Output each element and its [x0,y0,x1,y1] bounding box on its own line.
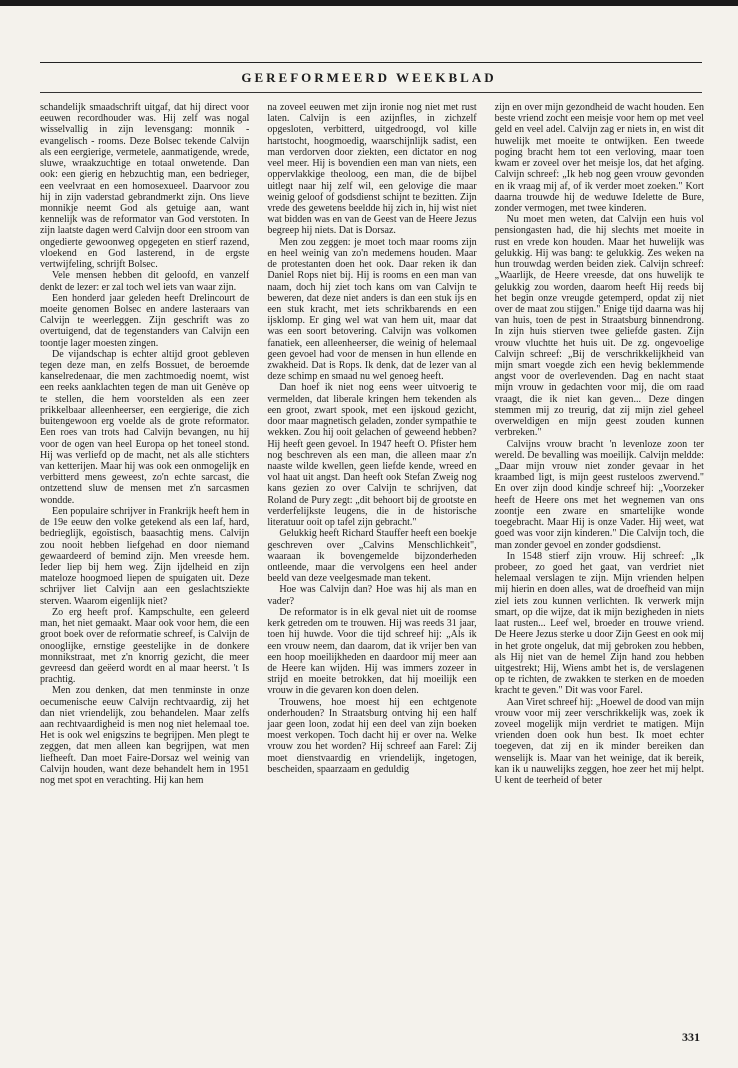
header-rule-bottom [40,92,702,93]
paragraph: Een honderd jaar geleden heeft Drelincourt de moeite genomen Bolsec en andere lasteraars van Calvijn te weerleggen. Zijn geschrift was zo overtuigend, dat de tegenstanders van Calvijn een toontje lager moesten zingen. [40,292,250,349]
paragraph: Men zou denken, dat men tenminste in onze oecumenische eeuw Calvijn rechtvaardig, zij het dan niet vriendelijk, zou behandelen. Maar zelfs aan rechtvaardigheid is men nog niet helemaal toe. Het is ook wel enigszins te begrijpen. Men plegt te zeggen, dat men alleen kan begrijpen, wat men liefheeft. Dan moet Faire-Dorsaz wel weinig van Calvijn houden, want deze behandelt hem in 1951 nog met spot en verachting. Hij kan hem [40,685,250,787]
running-header: GEREFORMEERD WEEKBLAD [241,70,497,85]
paragraph: zijn en over mijn gezondheid de wacht houden. Een beste vriend zocht een meisje voor hem op met veel geld en veel adel. Calvijn zag er niets in, en wist dit huwelijk met moeite te ontwijken. Een tweede poging bracht hem tot een verloving, maar toen kwam er zoveel over het meisje los, dat het afging. Calvijn schreef: „Ik heb nog geen vrouw gevonden en ik vraag mij af, of ik verder moet zoeken." Kort daarna trouwde hij de weduwe Idelette de Bure, zonder vermogen, met twee kinderen. [494,102,704,214]
paragraph: De vijandschap is echter altijd groot gebleven tegen deze man, en zelfs Bossuet, de beroemde kanselredenaar, die men zachtmoedig noemt, wist een reeks aanklachten tegen de man uit Genève op te stellen, die hem voorstelden als een zeer prikkelbaar alleenheerser, een eergierige, die zich buitengewoon erg voelde als de grote reformator. Een roes van trots had Calvijn bevangen, nu hij voor de ogen van heel Europa op het toneel stond. Hij was verliefd op de macht, net als alle stichters van ketterijen. Maar hij was ook een onmogelijk en verbitterd mens geweest, zo'n echte sarcast, die ontzettend sluw de mensen met z'n sarcasmen wondde. [40,348,250,506]
column-3 [495,102,704,1032]
paragraph: Aan Viret schreef hij: „Hoewel de dood van mijn vrouw voor mij zeer verschrikkelijk was, zoek ik zoveel mogelijk mijn verdriet te matigen. Mijn vrienden doen ook hun best. Ik moet echter toegeven, dat zij en ik minder bereiken dan wenselijk is. Maar van het weinige, dat ik bereik, kan ik u nauwelijks zeggen, hoe zeer het mij helpt. U kent de teerheid of beter [494,696,704,787]
paragraph: Zo erg heeft prof. Kampschulte, een geleerd man, het niet gemaakt. Maar ook voor hem, die een groot boek over de reformatie schreef, is Calvijn de onooglijke, ernstige geestelijke in de donkere monnikstraat, met z'n knorrig gezicht, die meer gevreesd dan geëerd wordt en al maar heerst. 't Is prachtig. [40,606,250,686]
paragraph: Gelukkig heeft Richard Stauffer heeft een boekje geschreven over „Calvins Menschlichkeit", waaraan ik bovengemelde bijzonderheden ontleende, maar die vervolgens een heel ander beeld van deze veelgesmade man tekent. [267,528,477,585]
paragraph: na zoveel eeuwen met zijn ironie nog niet met rust laten. Calvijn is een azijnfles, in zichzelf opgesloten, verbitterd, uitgedroogd, vol kille hartstocht, hoogmoedig, waarschijnlijk sadist, een man verdorven door ziekten, een dictator en nog veel meer. Hij is bovendien een man van niets, een oppervlakkige theoloog, een man, die de bijbel uitlegt naar hij zelf wil, een gelovige die maar weinig geloof of godsdienst schijnt te bezitten. Zijn vrede des gewetens beeldde hij zich in, hij wist niet wat bidden was en van de Geest van de Heere Jezus begreep hij niets. Dat is Dorsaz. [267,102,477,237]
paragraph: Dan hoef ik niet nog eens weer uitvoerig te vermelden, dat liberale kringen hem tekenden als een groot, zwart spook, met een ijskoud gezicht, door maar magnetisch geladen, zonder sympathie te wekken. Zou hij ooit gelachen of geweend hebben? Hij heeft geen gevoel. In 1947 heeft O. Pfister hem nog beschreven als een man, die alleen maar z'n naaste wilde kwellen, geen liefde kende, wreed en vol haat uit angst. Dan heeft ook Stefan Zweig nog kans gezien zo over Calvijn te schrijven, dat Roland de Pury zegt: „dit behoort bij de grootste en verderfelijkste leugens, die in de historische literatuur ooit op tafel zijn gebracht." [267,382,477,529]
paragraph: Vele mensen hebben dit geloofd, en vanzelf denkt de lezer: er zal toch wel iets van waar zijn. [40,270,250,293]
text-columns [40,102,704,1032]
column-2 [267,102,476,1032]
page-number: 331 [682,1030,700,1044]
header-rule-top [40,62,702,63]
paragraph: Hoe was Calvijn dan? Hoe was hij als man en vader? [267,584,477,607]
paragraph: Een populaire schrijver in Frankrijk heeft hem in de 19e eeuw den volke getekend als een laf, hard, bedrieglijk, egoïstisch, baasachtig mens. Calvijn zou nooit hebben liefgehad en door niemand gewaardeerd of bemind zijn. Men vreesde hem. Ieder liep bij hem weg. Zijn ijdelheid en zijn mateloze hoogmoed liepen de spuigaten uit. Deze schrijver liet Calvijn aan een geslachtsziekte sterven. Waarom eigenlijk niet? [40,505,250,607]
paragraph: Calvijns vrouw bracht 'n levenloze zoon ter wereld. De bevalling was moeilijk. Calvijn meldde: „Daar mijn vrouw niet zonder gevaar in het kraambed ligt, is mijn geest rusteloos zwervend." En over zijn dood kindje schreef hij: „Voorzeker heeft de Heere ons met het wegnemen van ons zoontje een zware en smartelijke wonde toegebracht. Maar Hij is onze Vader. Hij weet, wat goed was voor zijn kinderen." Die Calvijn toch, die man zonder gevoel en zonder godsdienst. [494,438,704,551]
paragraph: Nu moet men weten, dat Calvijn een huis vol pensiongasten had, die hij slechts met moeite in rust en vrede kon houden. Maar het huwelijk was gelukkig. Hij was bang: te gelukkig. Zes weken na hun trouwdag werden beiden ziek. Calvijn schreef: „Waarlijk, de Heere vreesde, dat ons huwelijk te gelukkig zou worden, daarom heeft Hij reeds bij het begin onze vreugde getemperd, opdat zij niet over de maat zou stijgen." Enige tijd daarna was hij van huis, toen de pest in Straatsburg binnendrong. In zijn huis stierven twee geliefde gasten. Zijn vrouw vluchtte het huis uit. De zg. ongevoelige Calvijn schreef: „Bij de verschrikkelijkheid van mijn smart voegde zich een hevig beklemmende angst voor de overlevenden. Dag en nacht staat mijn vrouw in gedachten voor mij, die om raad vraagt, die ik niet kan geven... Deze dingen stemmen mij zo treurig, dat zij mijn ziel geheel overweldigen en mijn geest zouden kunnen verbreken." [494,214,704,439]
top-bar [0,0,738,34]
paragraph: Trouwens, hoe moest hij een echtgenote onderhouden? In Straatsburg ontving hij een half jaar geen loon, zodat hij een deel van zijn boeken moest verkopen. Toch dacht hij er over na. Welke vrouw zou het worden? Hij schreef aan Farel: Zij moet dienstvaardig en vriendelijk, ingetogen, bescheiden, spaarzaam en geduldig [267,696,477,775]
paragraph: In 1548 stierf zijn vrouw. Hij schreef: „Ik probeer, zo goed het gaat, van verdriet niet helemaal verslagen te zijn. Mijn vrienden helpen mij hierin en doen alles, wat de droefheid van mijn ziel iets zou kunnen verlichten. Ik verwerk mijn smart, op die wijze, dat ik mijn bezigheden in niets laat rusten... Leef wel, broeder en trouwe vriend. De Heere Jezus sterke u door Zijn Geest en ook mij in het grote ongeluk, dat mij gebroken zou hebben, als Hij niet van de hemel Zijn hand zou hebben uitgestrekt; Hij, Wiens ambt het is, de verslagenen op te richten, de zwakken te sterken en de moeden kracht te geven." Dit was voor Farel. [494,550,704,697]
column-1 [40,102,249,1032]
paragraph: Men zou zeggen: je moet toch maar rooms zijn en heel weinig van zo'n medemens houden. Maar de protestanten doen het ook. Daar reken ik dan Daniel Rops niet bij. Hij is rooms en een man van naam, doch hij ziet toch kans om van Calvijn te beweren, dat deze niet anders is dan een stuk ijs en een stuk kracht, met iets schrikbarends en een ijsklomp. Er ging wel wat van hem uit, maar dat was een soort betovering. Calvijn was volkomen fanatiek, een alleenheerser, die weinig of helemaal geen gevoel had voor de mensen in hun ellende en zwakheid. Dat is Rops. Ik denk, dat de lezer van al deze schimp en smaad nu wel genoeg heeft. [267,236,477,383]
paragraph: De reformator is in elk geval niet uit de roomse kerk getreden om te trouwen. Hij was reeds 31 jaar, toen hij huwde. Voor die tijd schreef hij: „Als ik een vrouw neem, dan daarom, dat ik vrijer ben van een hoop moeilijkheden en daardoor mij meer aan de Heere kan wijden. Hij was immers zozeer in strijd en moeite betrokken, dat hij moeilijk een vrouw in die gevaren kon doen delen. [267,606,477,697]
paragraph: schandelijk smaadschrift uitgaf, dat hij direct voor eeuwen recordhouder was. Hij zelf was nogal wisselvallig in zijn levensgang: monnik - evangelisch - rooms. Deze Bolsec tekende Calvijn als een eergierige, vermetele, aanmatigende, wrede, sluwe, wraakzuchtige en totaal onwetende. Dan ook: een gierig en hebzuchtig man, een bedrieger, een veelvraat en een homosexueel. Daarvoor zou hij in zijn vaderstad gebrandmerkt zijn. Ons lieve monnikje neemt God als getuige aan, want kennelijk was de reformator van God verstoten. In zijn laatste dagen werd Calvijn door een stroom van ongedierte gewoonweg opgegeten en stierf razend, vloekend en God lasterend, in de ergste vertwijfeling, schrijft Bolsec. [40,102,250,271]
